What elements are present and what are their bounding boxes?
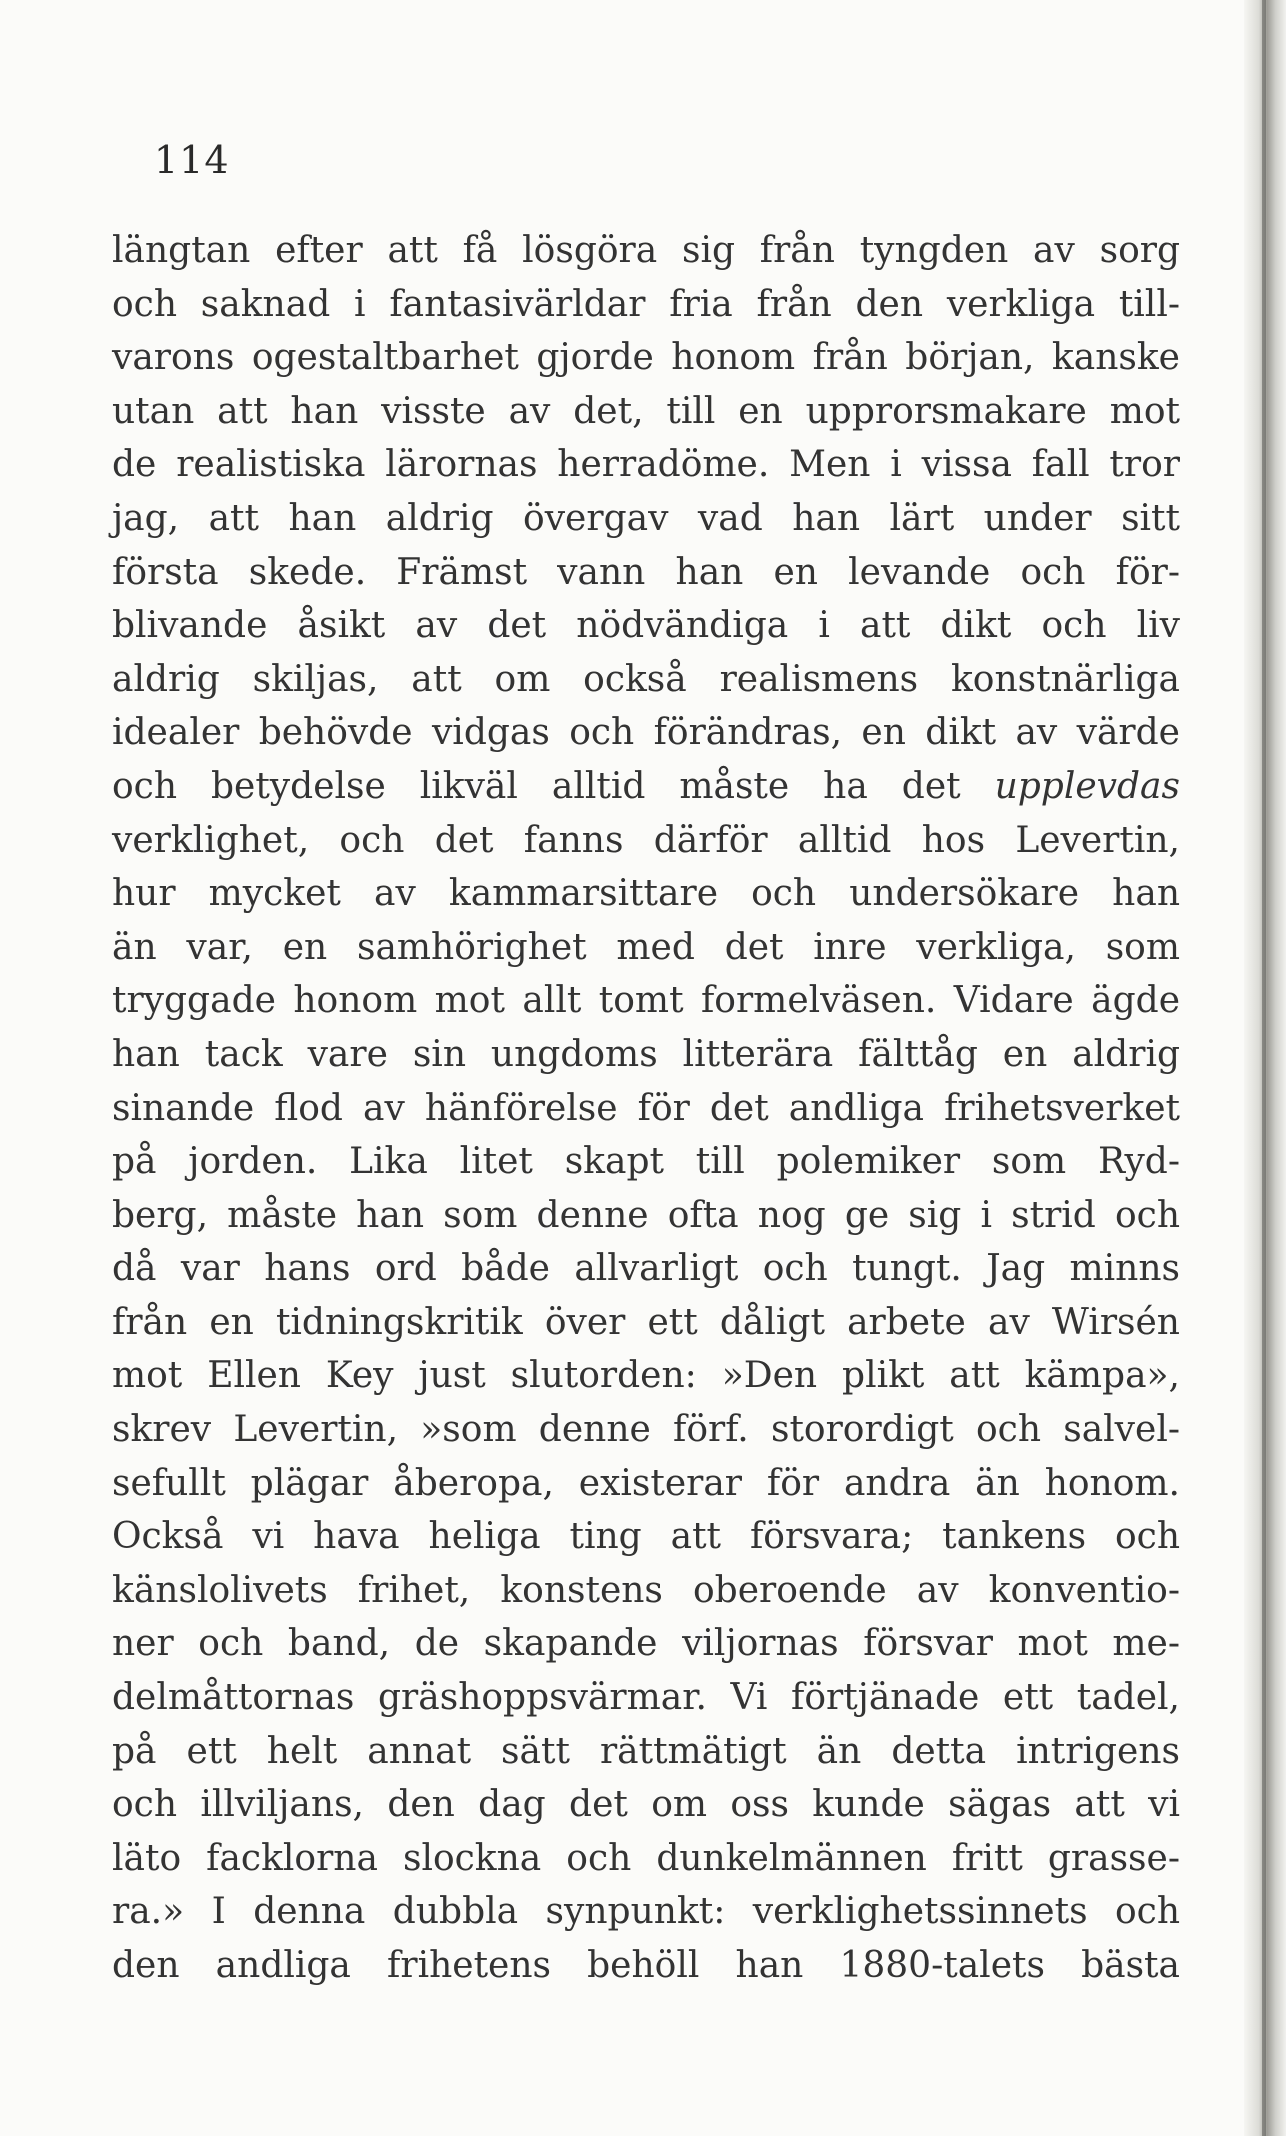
text-line: tryggade honom mot allt tomt formelväsen. Vidare ägde xyxy=(112,980,1180,1022)
text-line: på ett helt annat sätt rättmätigt än detta intrigens xyxy=(112,1730,1180,1772)
text-line: de realistiska lärornas herradöme. Men i vissa fall tror xyxy=(112,444,1180,486)
text-line: läto facklorna slockna och dunkelmännen fritt grasse- xyxy=(112,1837,1180,1879)
text-line: och saknad i fantasivärldar fria från den verkliga till- xyxy=(112,283,1180,325)
text-line: då var hans ord både allvarligt och tungt. Jag minns xyxy=(112,1248,1180,1290)
text-line: hur mycket av kammarsittare och undersökare han xyxy=(112,873,1180,915)
text-line: än var, en samhörighet med det inre verkliga, som xyxy=(112,926,1180,968)
text-line: berg, måste han som denne ofta nog ge sig i strid och xyxy=(112,1194,1180,1236)
text-line: idealer behövde vidgas och förändras, en dikt av värde xyxy=(112,712,1180,754)
text-segment: och betydelse likväl alltid måste ha det xyxy=(112,765,995,807)
text-line: skrev Levertin, »som denne förf. storordigt och salvel- xyxy=(112,1409,1180,1451)
text-line: och illviljans, den dag det om oss kunde sägas att vi xyxy=(112,1784,1180,1826)
text-line: ra.» I denna dubbla synpunkt: verklighetssinnets och xyxy=(112,1891,1180,1933)
italic-word: upplevdas xyxy=(994,765,1180,807)
text-line: verklighet, och det fanns därför alltid hos Levertin, xyxy=(112,819,1180,861)
text-line: den andliga frihetens behöll han 1880-talets bästa xyxy=(112,1945,1180,1986)
text-line: första skede. Främst vann han en levande och för- xyxy=(112,551,1180,593)
text-line: på jorden. Lika litet skapt till polemiker som Ryd- xyxy=(112,1141,1180,1183)
text-line: varons ogestaltbarhet gjorde honom från början, kanske xyxy=(112,337,1180,379)
text-line: jag, att han aldrig övergav vad han lärt under sitt xyxy=(112,497,1180,539)
text-line: sinande flod av hänförelse för det andliga frihetsverket xyxy=(112,1087,1180,1129)
text-line: från en tidningskritik över ett dåligt arbete av Wirsén xyxy=(112,1301,1180,1343)
page-gutter-line xyxy=(1262,0,1266,2136)
page-number: 114 xyxy=(154,138,230,182)
text-line: längtan efter att få lösgöra sig från tyngden av sorg xyxy=(112,230,1180,271)
text-line: han tack vare sin ungdoms litterära fälttåg en aldrig xyxy=(112,1033,1180,1075)
text-line: Också vi hava heliga ting att försvara; tankens och xyxy=(112,1516,1180,1558)
body-text xyxy=(112,224,1180,1993)
text-line: mot Ellen Key just slutorden: »Den plikt att kämpa», xyxy=(112,1355,1180,1397)
text-line: sefullt plägar åberopa, existerar för andra än honom. xyxy=(112,1462,1180,1504)
text-line: känslolivets frihet, konstens oberoende av konventio- xyxy=(112,1569,1180,1611)
text-line: ner och band, de skapande viljornas försvar mot me- xyxy=(112,1623,1180,1665)
text-line: delmåttornas gräshoppsvärmar. Vi förtjänade ett tadel, xyxy=(112,1677,1180,1719)
text-line: blivande åsikt av det nödvändiga i att dikt och liv xyxy=(112,605,1180,647)
text-line: utan att han visste av det, till en upprorsmakare mot xyxy=(112,390,1180,432)
text-line-with-italic xyxy=(112,760,1180,814)
text-line: aldrig skiljas, att om också realismens konstnärliga xyxy=(112,658,1180,700)
